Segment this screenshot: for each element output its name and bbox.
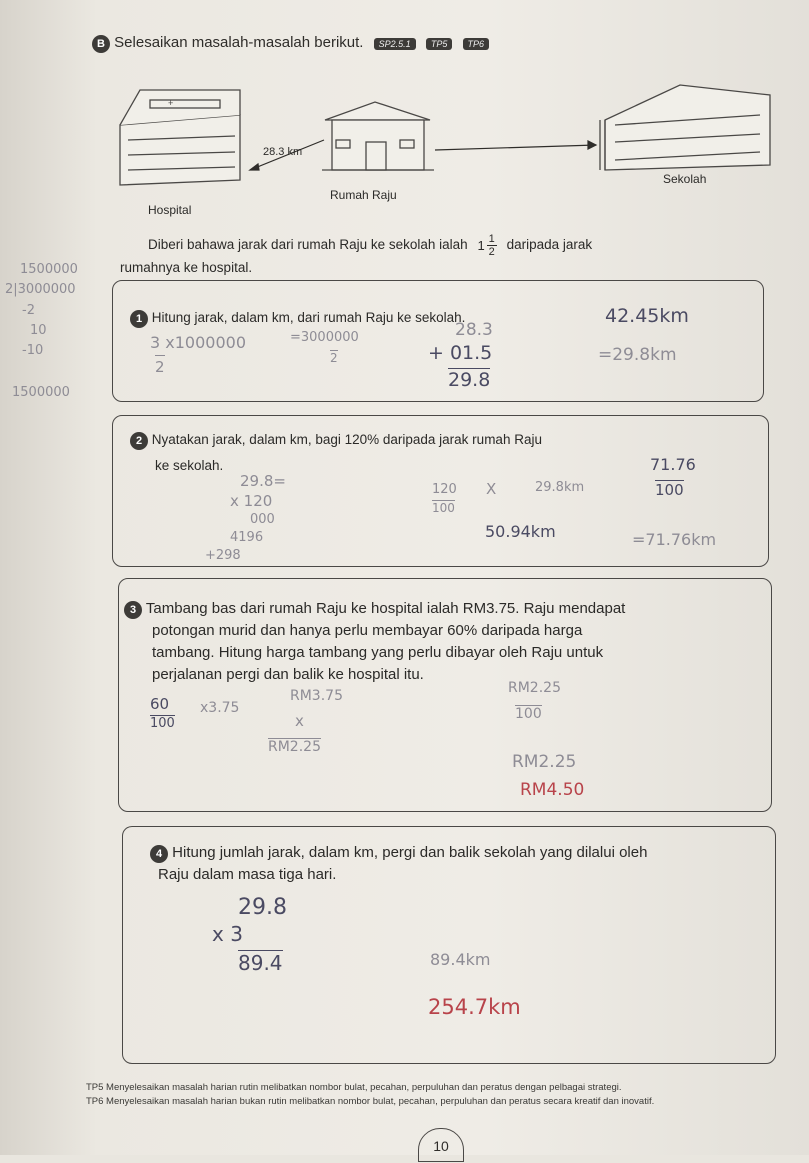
q1-answer-top: 42.45km [605,305,689,327]
q3-answer: RM4.50 [520,780,585,800]
home-label: Rumah Raju [330,188,397,202]
question-3-text-line-3: tambang. Hitung harga tambang yang perlu dibayar oleh Raju untuk [152,644,604,661]
q2-mult-row-2: 4196 [230,530,264,545]
question-4-number: 4 [150,845,168,863]
q1-answer: =29.8km [598,345,677,365]
q2-mult-top: 29.8= [240,472,286,490]
school-building-icon [600,85,770,170]
q1-work-1-den: 2 [155,355,165,376]
question-2 [130,432,542,450]
footer-tp5: TP5 Menyelesaikan masalah harian rutin melibatkan nombor bulat, pecahan, perpuluhan dan peratus dengan pelbagai strategi. [86,1082,622,1093]
margin-note-2: 2|3000000 [5,282,76,297]
q2-frac-num: 120 [432,482,457,497]
q2-mult-row-3: +298 [205,548,241,563]
question-3 [124,600,625,619]
hospital-building-icon [120,90,240,185]
q2-times-value: 29.8km [535,480,585,495]
question-2-text-line-1: Nyatakan jarak, dalam km, bagi 120% daripada jarak rumah Raju [151,432,542,447]
margin-note-1: 1500000 [20,262,78,277]
tp5-tag: TP5 [426,38,453,50]
q4-mult-result: 89.4 [238,951,283,975]
question-3-text-line-4: perjalanan pergi dan balik ke hospital itu. [152,666,424,683]
q2-mult-row-1: 000 [250,512,275,527]
route-illustration [100,70,790,220]
fraction-whole: 1 [477,238,485,253]
q1-work-2: =3000000 [290,330,359,345]
q1-add-mid: + 01.5 [428,342,493,364]
question-3-number: 3 [124,601,142,619]
q3-rm-top: RM3.75 [290,688,343,704]
q2-frac-den: 100 [432,501,455,515]
question-4-text-line-2: Raju dalam masa tiga hari. [158,866,337,883]
footer-tp6: TP6 Menyelesaikan masalah harian bukan rutin melibatkan nombor bulat, pecahan, perpuluhan dan peratus secara kreatif dan inovatif. [86,1096,655,1107]
svg-text:+: + [168,98,174,108]
margin-note-5: -10 [22,343,44,358]
intro-text: Diberi bahawa jarak dari rumah Raju ke sekolah ialah [148,237,468,253]
question-2-text-line-2: ke sekolah. [155,458,224,473]
section-header [92,34,489,53]
fraction-numerator: 1 [488,233,495,245]
mixed-fraction [477,233,496,258]
school-label: Sekolah [663,172,707,186]
question-4-text-line-1: Hitung jumlah jarak, dalam km, pergi dan balik sekolah yang dilalui oleh [172,844,648,861]
section-badge: B [92,35,110,53]
intro-line-2: rumahnya ke hospital. [120,260,253,275]
q3-times: x3.75 [200,700,240,716]
question-1-text: Hitung jarak, dalam km, dari rumah Raju ke sekolah. [151,310,466,325]
margin-note-6: 1500000 [12,385,70,400]
question-3-text-line-2: potongan murid dan hanya perlu membayar 60% daripada harga [152,622,583,639]
q4-answer: 254.7km [428,995,521,1019]
distance-label: 28.3 km [263,146,303,158]
fraction-denominator: 2 [488,246,495,258]
question-1-number: 1 [130,310,148,328]
question-2-number: 2 [130,432,148,450]
q4-mult-mid: x 3 [212,922,243,946]
question-4 [150,844,647,863]
q1-add-result: 29.8 [448,369,491,391]
q3-rm-result: RM2.25 [268,739,321,755]
q1-work-2-den: 2 [330,351,338,365]
margin-note-4: 10 [30,323,47,338]
q4-mult-top: 29.8 [238,895,287,920]
q3-rm-mid: x [295,712,304,730]
q3-sum: RM2.25 [512,752,577,772]
margin-note-3: -2 [22,303,35,318]
q3-frac-den: 100 [150,716,175,731]
hospital-label: Hospital [148,203,192,217]
standard-tag: SP2.5.1 [374,38,416,50]
page-number: 10 [418,1128,464,1162]
tp6-tag: TP6 [463,38,490,50]
intro-text-end: daripada jarak [506,237,593,253]
home-building-icon [322,102,434,170]
q4-side-note: 89.4km [430,950,491,969]
q1-add-top: 28.3 [455,320,493,340]
q3-right-den: 100 [515,706,542,722]
section-instruction: Selesaikan masalah-masalah berikut. [114,34,364,51]
q2-mult-mid: x 120 [230,492,273,510]
question-3-text-line-1: Tambang bas dari rumah Raju ke hospital ialah RM3.75. Raju mendapat [145,600,626,617]
q2-result-1: 50.94km [485,522,556,541]
q2-times: X [486,480,497,498]
q1-work-1: 3 x1000000 [150,333,246,352]
question-1 [130,310,465,328]
q2-answer: =71.76km [632,530,717,549]
intro-line-1 [148,233,592,258]
q2-right-den: 100 [655,481,684,499]
q3-right-num: RM2.25 [508,680,561,696]
q3-frac-num: 60 [150,695,170,713]
q2-right-num: 71.76 [650,455,696,474]
